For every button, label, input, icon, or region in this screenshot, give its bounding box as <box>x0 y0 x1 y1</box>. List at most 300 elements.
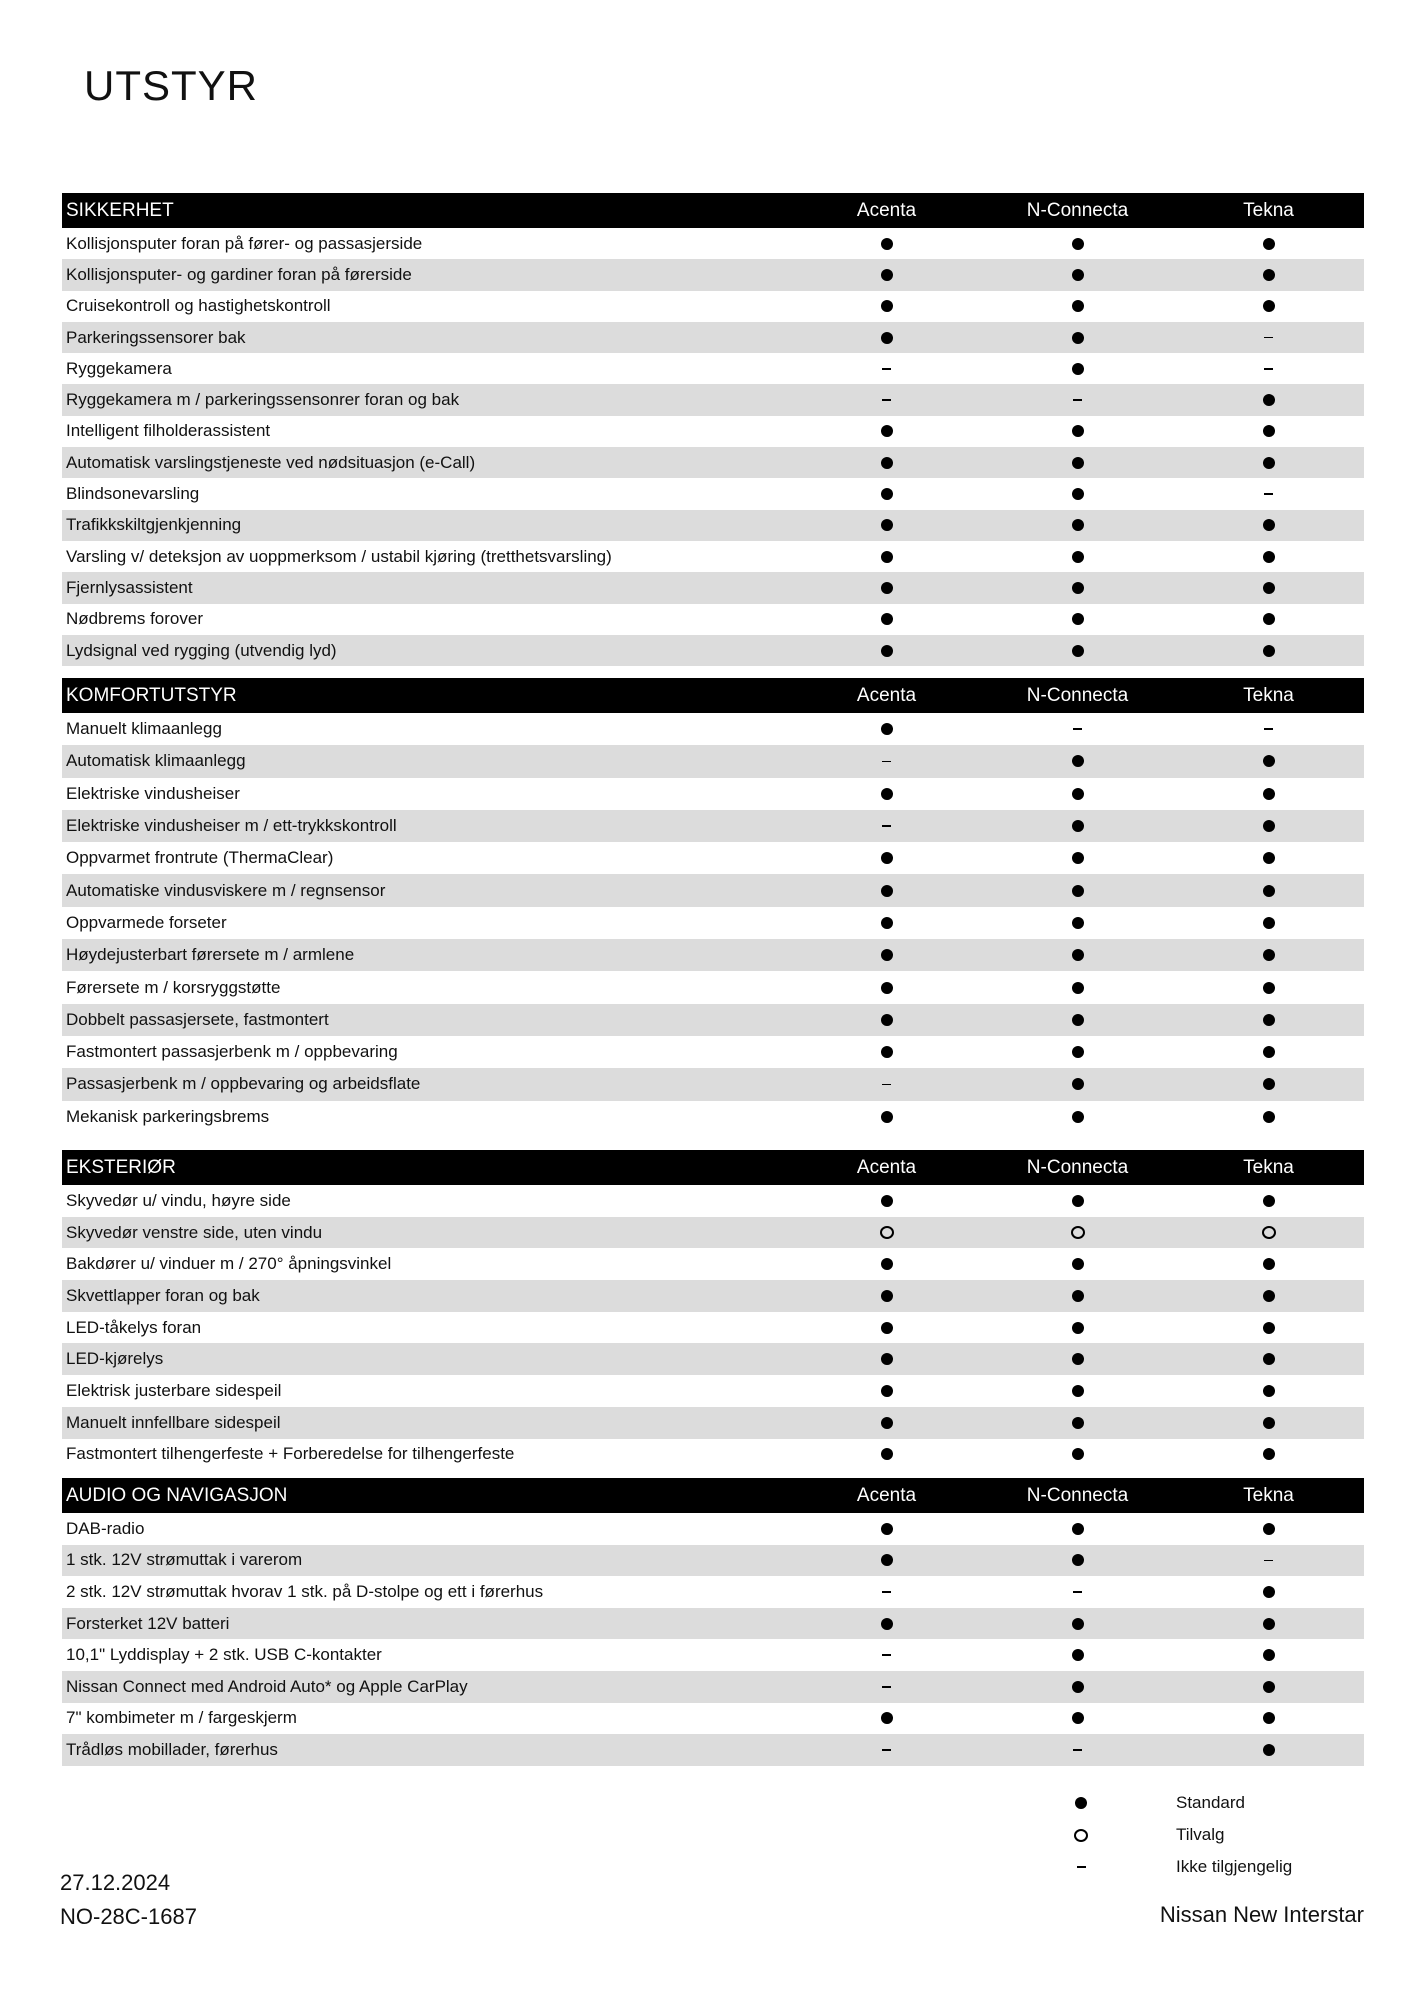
cell-tekna <box>1173 1014 1364 1026</box>
cell-n-connecta <box>982 238 1173 250</box>
cell-acenta <box>791 238 982 250</box>
feature-label: Kollisjonsputer- og gardiner foran på førerside <box>66 264 412 284</box>
standard-dot-icon <box>1263 982 1275 994</box>
standard-dot-icon <box>1072 488 1084 500</box>
not-available-dash-icon <box>1264 337 1273 339</box>
standard-dot-icon <box>1263 300 1275 312</box>
standard-dot-icon <box>1072 1290 1084 1302</box>
cell-acenta <box>791 300 982 312</box>
standard-dot-icon <box>881 1046 893 1058</box>
not-available-dash-icon <box>882 761 891 763</box>
table-row <box>62 291 1364 322</box>
table-row <box>62 1004 1364 1036</box>
standard-dot-icon <box>1263 1523 1275 1535</box>
cell-acenta <box>791 1290 982 1302</box>
cell-tekna <box>1173 457 1364 469</box>
standard-dot-icon <box>1072 1258 1084 1270</box>
standard-dot-icon <box>881 551 893 563</box>
feature-label: Førersete m / korsryggstøtte <box>66 977 281 997</box>
cell-acenta <box>791 1226 982 1239</box>
cell-tekna <box>1173 1649 1364 1661</box>
cell-acenta <box>791 788 982 800</box>
table-row <box>62 1734 1364 1766</box>
table-row <box>62 447 1364 478</box>
cell-tekna <box>1173 755 1364 767</box>
cell-n-connecta <box>982 728 1173 730</box>
table-row <box>62 478 1364 509</box>
feature-label: Skvettlapper foran og bak <box>66 1285 260 1305</box>
cell-n-connecta <box>982 1014 1173 1026</box>
cell-n-connecta <box>982 949 1173 961</box>
standard-dot-icon <box>1072 1385 1084 1397</box>
column-header-tekna: Tekna <box>1243 1156 1294 1178</box>
table-row <box>62 874 1364 906</box>
standard-dot-icon <box>1263 1111 1275 1123</box>
feature-label: Oppvarmede forseter <box>66 912 227 932</box>
cell-tekna <box>1173 728 1364 730</box>
standard-dot-icon <box>881 982 893 994</box>
cell-n-connecta <box>982 457 1173 469</box>
feature-label: Forsterket 12V batteri <box>66 1613 230 1633</box>
not-available-dash-icon <box>1264 493 1273 495</box>
standard-dot-icon <box>1072 949 1084 961</box>
table-row <box>62 778 1364 810</box>
standard-dot-icon <box>1072 1448 1084 1460</box>
standard-dot-icon <box>881 1195 893 1207</box>
cell-tekna <box>1173 1385 1364 1397</box>
cell-n-connecta <box>982 1385 1173 1397</box>
cell-acenta <box>791 723 982 735</box>
section-header <box>62 193 1364 228</box>
cell-tekna <box>1173 949 1364 961</box>
table-row <box>62 713 1364 745</box>
not-available-dash-icon <box>1264 368 1273 370</box>
section-audio-og-navigasjon <box>62 1478 1364 1766</box>
cell-acenta <box>791 1448 982 1460</box>
cell-n-connecta <box>982 1681 1173 1693</box>
column-header-n-connecta: N-Connecta <box>1026 1484 1129 1506</box>
cell-acenta <box>791 1046 982 1058</box>
standard-dot-icon <box>1263 1258 1275 1270</box>
column-header-n-connecta: N-Connecta <box>1026 199 1129 221</box>
legend <box>1068 1787 1292 1883</box>
standard-dot-icon <box>1072 755 1084 767</box>
column-header-acenta: Acenta <box>856 1484 917 1506</box>
cell-n-connecta <box>982 582 1173 594</box>
section-title: SIKKERHET <box>66 199 174 221</box>
standard-dot-icon <box>1263 820 1275 832</box>
cell-acenta <box>791 885 982 897</box>
cell-tekna <box>1173 645 1364 657</box>
standard-dot-icon <box>1072 852 1084 864</box>
feature-label: Oppvarmet frontrute (ThermaClear) <box>66 848 334 868</box>
not-available-dash-icon <box>882 368 891 370</box>
standard-dot-icon <box>1072 551 1084 563</box>
cell-acenta <box>791 488 982 500</box>
cell-tekna <box>1173 425 1364 437</box>
cell-acenta <box>791 949 982 961</box>
not-available-dash-icon <box>1073 1591 1082 1593</box>
table-row <box>62 1407 1364 1439</box>
feature-label: Manuelt innfellbare sidespeil <box>66 1412 281 1432</box>
standard-dot-icon <box>1263 1448 1275 1460</box>
standard-dot-icon <box>1263 425 1275 437</box>
table-row <box>62 322 1364 353</box>
standard-dot-icon <box>1072 613 1084 625</box>
section-header <box>62 1150 1364 1185</box>
section-header <box>62 678 1364 713</box>
standard-dot-icon <box>1072 1078 1084 1090</box>
cell-n-connecta <box>982 1290 1173 1302</box>
cell-tekna <box>1173 1417 1364 1429</box>
page-title: UTSTYR <box>84 62 258 109</box>
option-ring-icon <box>1262 1226 1276 1239</box>
table-row <box>62 907 1364 939</box>
standard-dot-icon <box>1072 788 1084 800</box>
cell-tekna <box>1173 368 1364 370</box>
cell-acenta <box>791 551 982 563</box>
cell-tekna <box>1173 788 1364 800</box>
standard-dot-icon <box>1075 1797 1087 1809</box>
standard-dot-icon <box>1072 582 1084 594</box>
column-header-n-connecta: N-Connecta <box>1026 684 1129 706</box>
legend-label: Standard <box>1176 1793 1245 1812</box>
standard-dot-icon <box>1263 917 1275 929</box>
footer-date: 27.12.2024 <box>60 1870 171 1895</box>
cell-acenta <box>791 1353 982 1365</box>
standard-dot-icon <box>1263 1744 1275 1756</box>
cell-acenta <box>791 645 982 657</box>
standard-dot-icon <box>881 885 893 897</box>
standard-dot-icon <box>1072 269 1084 281</box>
standard-dot-icon <box>1263 1078 1275 1090</box>
cell-acenta <box>791 761 982 763</box>
column-header-tekna: Tekna <box>1243 199 1294 221</box>
standard-dot-icon <box>1072 1111 1084 1123</box>
table-row <box>62 572 1364 603</box>
cell-tekna <box>1173 337 1364 339</box>
standard-dot-icon <box>881 917 893 929</box>
footer-model: Nissan New Interstar <box>1159 1902 1364 1927</box>
not-available-dash-icon <box>882 1686 891 1688</box>
standard-dot-icon <box>1072 645 1084 657</box>
table-row <box>62 1280 1364 1312</box>
standard-dot-icon <box>1263 551 1275 563</box>
feature-label: Skyvedør venstre side, uten vindu <box>66 1222 323 1242</box>
cell-tekna <box>1173 238 1364 250</box>
cell-tekna <box>1173 493 1364 495</box>
cell-tekna <box>1173 582 1364 594</box>
cell-acenta <box>791 1554 982 1566</box>
feature-label: Elektriske vindusheiser m / ett-trykkskontroll <box>66 816 397 836</box>
cell-acenta <box>791 269 982 281</box>
feature-label: Trådløs mobillader, førerhus <box>66 1739 278 1759</box>
standard-dot-icon <box>1072 820 1084 832</box>
standard-dot-icon <box>1263 1586 1275 1598</box>
standard-dot-icon <box>881 1258 893 1270</box>
standard-dot-icon <box>1263 1014 1275 1026</box>
table-row <box>62 1576 1364 1608</box>
not-available-dash-icon <box>882 1654 891 1656</box>
standard-dot-icon <box>1263 1046 1275 1058</box>
cell-n-connecta <box>982 1046 1173 1058</box>
table-row <box>62 1036 1364 1068</box>
cell-tekna <box>1173 613 1364 625</box>
feature-label: 7" kombimeter m / fargeskjerm <box>66 1708 297 1728</box>
cell-tekna <box>1173 1322 1364 1334</box>
table-row <box>62 635 1364 666</box>
table-row <box>62 1545 1364 1577</box>
standard-dot-icon <box>881 1448 893 1460</box>
standard-dot-icon <box>1263 645 1275 657</box>
cell-acenta <box>791 1195 982 1207</box>
cell-acenta <box>791 582 982 594</box>
standard-dot-icon <box>1263 755 1275 767</box>
table-row <box>62 1343 1364 1375</box>
column-header-acenta: Acenta <box>856 199 917 221</box>
cell-n-connecta <box>982 1618 1173 1630</box>
cell-tekna <box>1173 269 1364 281</box>
table-row <box>62 842 1364 874</box>
cell-tekna <box>1173 300 1364 312</box>
cell-acenta <box>791 1111 982 1123</box>
standard-dot-icon <box>881 582 893 594</box>
standard-dot-icon <box>1263 788 1275 800</box>
feature-label: LED-tåkelys foran <box>66 1317 202 1337</box>
feature-label: Lydsignal ved rygging (utvendig lyd) <box>66 640 337 660</box>
standard-dot-icon <box>1263 1385 1275 1397</box>
feature-label: Ryggekamera m / parkeringssensonrer foran og bak <box>66 390 460 410</box>
not-available-dash-icon <box>882 1591 891 1593</box>
feature-label: Trafikkskiltgjenkjenning <box>66 515 242 535</box>
standard-dot-icon <box>881 1290 893 1302</box>
legend-item-option <box>1068 1819 1292 1851</box>
section-title: KOMFORTUTSTYR <box>66 684 237 706</box>
table-row <box>62 259 1364 290</box>
table-row <box>62 1185 1364 1217</box>
cell-n-connecta <box>982 519 1173 531</box>
standard-dot-icon <box>1263 1322 1275 1334</box>
standard-dot-icon <box>1263 394 1275 406</box>
standard-dot-icon <box>881 488 893 500</box>
feature-label: Automatisk klimaanlegg <box>66 751 246 771</box>
standard-dot-icon <box>881 1353 893 1365</box>
standard-dot-icon <box>1072 917 1084 929</box>
table-row <box>62 1068 1364 1100</box>
cell-acenta <box>791 1749 982 1751</box>
feature-label: Mekanisk parkeringsbrems <box>66 1106 270 1126</box>
standard-dot-icon <box>1072 1618 1084 1630</box>
footer-code: NO-28C-1687 <box>60 1904 197 1929</box>
standard-dot-icon <box>1263 1353 1275 1365</box>
standard-dot-icon <box>1263 949 1275 961</box>
cell-acenta <box>791 1417 982 1429</box>
cell-n-connecta <box>982 1353 1173 1365</box>
standard-dot-icon <box>881 1712 893 1724</box>
table-row <box>62 1312 1364 1344</box>
column-header-n-connecta: N-Connecta <box>1026 1156 1129 1178</box>
table-row <box>62 1608 1364 1640</box>
table-row <box>62 384 1364 415</box>
cell-n-connecta <box>982 1195 1173 1207</box>
feature-label: Parkeringssensorer bak <box>66 327 246 347</box>
cell-tekna <box>1173 1290 1364 1302</box>
not-available-dash-icon <box>1264 1560 1273 1562</box>
standard-dot-icon <box>881 1111 893 1123</box>
standard-dot-icon <box>1072 1353 1084 1365</box>
standard-dot-icon <box>1072 1523 1084 1535</box>
not-available-dash-icon <box>1073 399 1082 401</box>
standard-dot-icon <box>881 1554 893 1566</box>
cell-tekna <box>1173 885 1364 897</box>
cell-acenta <box>791 457 982 469</box>
cell-n-connecta <box>982 917 1173 929</box>
cell-acenta <box>791 1523 982 1535</box>
not-available-dash-icon <box>1077 1866 1086 1868</box>
standard-dot-icon <box>1263 1681 1275 1693</box>
standard-dot-icon <box>1263 1290 1275 1302</box>
feature-label: 1 stk. 12V strømuttak i varerom <box>66 1550 303 1570</box>
legend-item-standard <box>1068 1787 1292 1819</box>
feature-label: Fastmontert tilhengerfeste + Forberedelse for tilhengerfeste <box>66 1444 515 1464</box>
standard-dot-icon <box>1072 885 1084 897</box>
cell-tekna <box>1173 394 1364 406</box>
standard-dot-icon <box>1263 852 1275 864</box>
standard-dot-icon <box>1072 1681 1084 1693</box>
cell-tekna <box>1173 1226 1364 1239</box>
cell-n-connecta <box>982 788 1173 800</box>
column-header-tekna: Tekna <box>1243 684 1294 706</box>
cell-acenta <box>791 1014 982 1026</box>
table-row <box>62 1639 1364 1671</box>
standard-dot-icon <box>881 457 893 469</box>
cell-n-connecta <box>982 332 1173 344</box>
cell-acenta <box>791 399 982 401</box>
cell-acenta <box>791 613 982 625</box>
standard-dot-icon <box>1263 519 1275 531</box>
table-row <box>62 1703 1364 1735</box>
feature-label: Blindsonevarsling <box>66 484 200 504</box>
standard-dot-icon <box>1263 885 1275 897</box>
table-row <box>62 939 1364 971</box>
section-eksteriør <box>62 1150 1364 1470</box>
section-header <box>62 1478 1364 1513</box>
standard-dot-icon <box>1072 1014 1084 1026</box>
feature-label: Nissan Connect med Android Auto* og Apple CarPlay <box>66 1676 468 1696</box>
cell-tekna <box>1173 1111 1364 1123</box>
table-row <box>62 541 1364 572</box>
legend-label: Ikke tilgjengelig <box>1176 1857 1293 1876</box>
feature-label: LED-kjørelys <box>66 1349 164 1369</box>
feature-label: Høydejusterbart førersete m / armlene <box>66 945 355 965</box>
standard-dot-icon <box>881 1417 893 1429</box>
cell-tekna <box>1173 1681 1364 1693</box>
cell-n-connecta <box>982 1523 1173 1535</box>
cell-n-connecta <box>982 755 1173 767</box>
feature-label: 10,1" Lyddisplay + 2 stk. USB C-kontakter <box>66 1645 382 1665</box>
standard-dot-icon <box>1072 1649 1084 1661</box>
cell-tekna <box>1173 1586 1364 1598</box>
cell-tekna <box>1173 1258 1364 1270</box>
standard-dot-icon <box>881 425 893 437</box>
standard-dot-icon <box>881 1385 893 1397</box>
legend-item-na <box>1068 1851 1292 1883</box>
table-row <box>62 604 1364 635</box>
not-available-dash-icon <box>1073 728 1082 730</box>
table-row <box>62 416 1364 447</box>
standard-dot-icon <box>1263 238 1275 250</box>
cell-acenta <box>791 917 982 929</box>
table-row <box>62 810 1364 842</box>
not-available-dash-icon <box>882 399 891 401</box>
cell-acenta <box>791 1712 982 1724</box>
cell-acenta <box>791 1686 982 1688</box>
cell-n-connecta <box>982 645 1173 657</box>
cell-tekna <box>1173 1523 1364 1535</box>
table-row <box>62 510 1364 541</box>
feature-label: Elektrisk justerbare sidespeil <box>66 1380 282 1400</box>
cell-acenta <box>791 1258 982 1270</box>
cell-tekna <box>1173 1448 1364 1460</box>
standard-dot-icon <box>881 1618 893 1630</box>
cell-acenta <box>791 1322 982 1334</box>
cell-n-connecta <box>982 300 1173 312</box>
cell-n-connecta <box>982 1448 1173 1460</box>
cell-n-connecta <box>982 1649 1173 1661</box>
standard-dot-icon <box>1072 1417 1084 1429</box>
standard-dot-icon <box>1072 332 1084 344</box>
cell-tekna <box>1173 982 1364 994</box>
cell-n-connecta <box>982 363 1173 375</box>
feature-label: Ryggekamera <box>66 358 172 378</box>
standard-dot-icon <box>881 269 893 281</box>
option-ring-icon <box>1074 1829 1088 1842</box>
cell-tekna <box>1173 519 1364 531</box>
feature-label: Kollisjonsputer foran på fører- og passasjerside <box>66 233 423 253</box>
standard-dot-icon <box>1263 1649 1275 1661</box>
not-available-dash-icon <box>882 1749 891 1751</box>
standard-dot-icon <box>1263 269 1275 281</box>
cell-n-connecta <box>982 269 1173 281</box>
cell-n-connecta <box>982 1226 1173 1239</box>
standard-dot-icon <box>1072 1712 1084 1724</box>
standard-dot-icon <box>1263 1417 1275 1429</box>
cell-acenta <box>791 1654 982 1656</box>
table-row <box>62 745 1364 777</box>
table-row <box>62 1375 1364 1407</box>
cell-acenta <box>791 332 982 344</box>
cell-n-connecta <box>982 820 1173 832</box>
cell-n-connecta <box>982 1111 1173 1123</box>
standard-dot-icon <box>881 852 893 864</box>
cell-n-connecta <box>982 982 1173 994</box>
cell-tekna <box>1173 820 1364 832</box>
footer-left <box>60 1866 197 1934</box>
not-available-dash-icon <box>1073 1749 1082 1751</box>
feature-label: Elektriske vindusheiser <box>66 783 240 803</box>
standard-dot-icon <box>1072 425 1084 437</box>
feature-label: Automatiske vindusviskere m / regnsensor <box>66 880 386 900</box>
not-available-dash-icon <box>1264 728 1273 730</box>
cell-n-connecta <box>982 488 1173 500</box>
cell-tekna <box>1173 1744 1364 1756</box>
section-title: EKSTERIØR <box>66 1156 176 1178</box>
cell-tekna <box>1173 852 1364 864</box>
feature-label: Manuelt klimaanlegg <box>66 719 222 739</box>
cell-acenta <box>791 1591 982 1593</box>
cell-n-connecta <box>982 852 1173 864</box>
standard-dot-icon <box>1072 300 1084 312</box>
